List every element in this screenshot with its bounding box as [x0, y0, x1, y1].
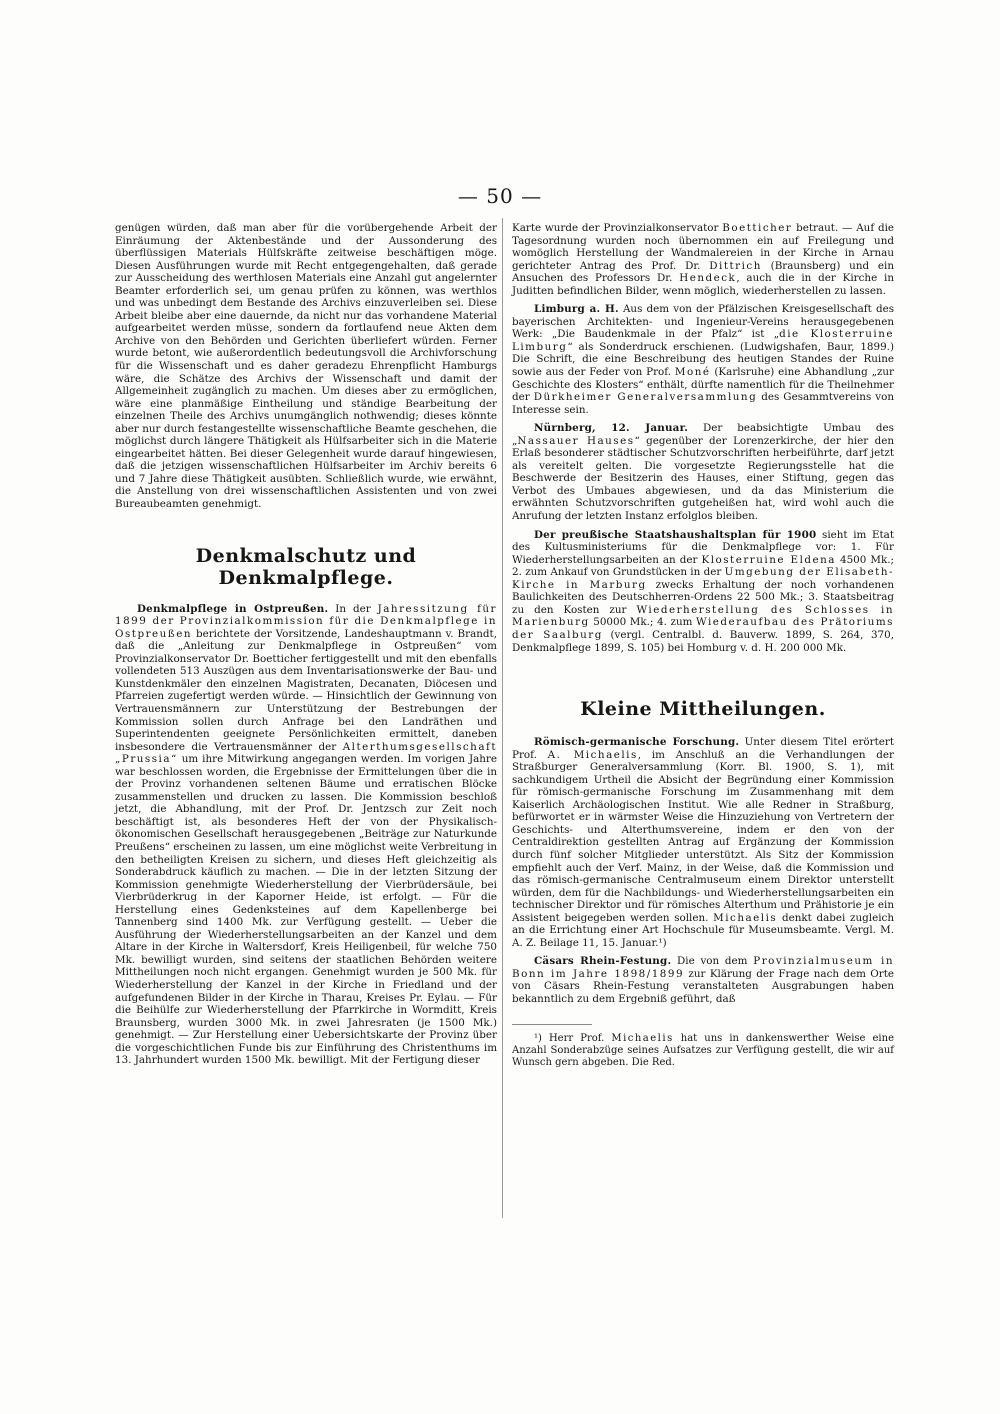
text-run: 50000 Mk.; 4. zum — [589, 616, 697, 629]
paragraph-lead: Nürnberg, 12. Januar. — [534, 422, 689, 435]
column-divider — [502, 218, 503, 1218]
section-heading-denkmalschutz: Denkmalschutz und Denkmalpflege. — [195, 544, 417, 589]
spaced-text: Michaelis — [611, 1032, 674, 1044]
paragraph-nuernberg — [512, 422, 894, 522]
text-run: “ gegenüber der Lorenzerkirche, der hier den Erlaß besonderer städtischer Schutzvorschriften herbeiführte, darf jetzt als vereitelt gelten. Die vorgesetzte Regierungsstelle hat die Beschwerde der Besitzerin des Hauses, einer Stiftung, gegen das Verbot des Umbaues abgewiesen, und da das Ministerium die erwähnten Schutzvorschriften gutgeheißen hat, wird wohl auch die Anrufung der letzten Instanz erfolglos bleiben. — [512, 434, 894, 523]
text-run: 4500 Mk.; 2. zum Ankauf von Grundstücken in der — [512, 553, 894, 579]
text-run: ¹) Herr Prof. — [534, 1032, 612, 1044]
spaced-text: Provinzialmuseum in Bonn im Jahre 1898/1899 — [512, 955, 894, 980]
paragraph-lead: Cäsars Rhein-Festung. — [534, 955, 672, 968]
spaced-text: Dürkheimer Generalversammlung — [533, 391, 758, 404]
section-heading-kleine-mittheilungen: Kleine Mittheilungen. — [580, 698, 826, 721]
spaced-text: Jahressitzung für 1899 der Provinzialkommission für die Denkmalpflege in Ostpreußen — [115, 602, 498, 640]
page-number: — 50 — — [457, 184, 543, 208]
text-run: (Braunsberg) und ein Ansuchen des Professors Dr. — [512, 259, 895, 285]
text-run: denkt dabei zugleich an die Errichtung einer Art Hochschule für Museumsbeamte. Vergl. M. A. Z. Beilage 11, 15. Januar.¹) — [512, 911, 894, 949]
spaced-text: Boetticher — [722, 222, 793, 234]
text-run: zur Klärung der Frage nach dem Orte von Cäsars Rhein-Festung veranstalteten Ausgrabungen haben bekanntlich zu dem Ergebniß geführt, daß — [512, 967, 895, 1005]
text-run: Aus dem von der Pfälzischen Kreisgesellschaft des bayerischen Architekten- und Ingenieur-Vereins herausgegebenen Werk: „Die Baudenkmale in der Pfalz“ ist „ — [512, 303, 894, 341]
spaced-text: Umgebung der Elisabeth-Kirche in Marburg — [512, 566, 894, 591]
right-column — [512, 222, 894, 1069]
spaced-text: Wiederherstellung des Schlosses in Marienburg — [512, 603, 894, 629]
spaced-text: Moné — [674, 366, 711, 379]
paragraph-staatshaushaltsplan — [512, 529, 894, 654]
spaced-text: Michaelis — [713, 911, 778, 924]
paragraph-lead: Denkmalpflege in Ostpreußen. — [137, 602, 329, 615]
spaced-text: Klosterruine Eldena — [701, 553, 836, 566]
paragraph-lead: Limburg a. H. — [534, 303, 619, 316]
text-run: berichtete der Vorsitzende, Landeshauptmann v. Brandt, daß die „Anleitung zur Denkmalpflege in Ostpreußen“ vom Provinzialkonservator Dr. Boetticher fertiggestellt und mit den ebenfalls vollendeten 513 Auszügen aus dem Inventarisationswerke der Bau- und Kunstdenkmäler den einzelnen Magistraten, Decanaten, Diöcesen und Pfarreien zugefertigt werden würde. — Hinsichtlich der Gewinnung von Vertrauensmännern zur Unterstützung der Bestrebungen der Kommission sollen durch Anfrage bei den Landräthen und Superintendenten geeignete Persönlichkeiten ermittelt, daneben insbesondere die Vertrauensmänner der — [115, 627, 497, 753]
text-run: In der — [328, 602, 378, 615]
paragraph-archive-continuation: genügen würden, daß man aber für die vorübergehende Arbeit der Einräumung der Aktenbestände und der Aussonderung des überflüssigen Materials Hülfskräfte zeitweise beschäftigen möge. Diesen Ausführungen wurde mit Recht entgegengehalten, daß gerade zur Ausscheidung des werthlosen Materials eine Anzahl gut angelernter Beamter erforderlich sei, um genau prüfen zu können, was werthlos und was unbedingt dem Bestande des Archivs einzuverleiben sei. Diese Arbeit bleibe aber eine dauernde, da nicht nur das vorhandene Material aufgearbeitet werden müsse, sondern da fortlaufend neue Akten dem Archive von den Behörden und Gerichten überliefert würden. Ferner wurde betont, wie außerordentlich bedeutungsvoll die Archivforschung für die Wissenschaft und es daher geradezu Ehrenpflicht Hamburgs wäre, die Schätze des Archivs der Wissenschaft und damit der Allgemeinheit zugänglich zu machen. Um dieses aber zu ermöglichen, wäre eine planmäßige Eintheilung und ständige Bearbeitung der einzelnen Theile des Archivs unumgänglich nothwendig; dieses könnte aber nur durch festangestellte wissenschaftliche Beamte geschehen, die möglichst durch längere Thätigkeit als Hülfsarbeiter sich in die Materie eingearbeitet hätten. Bei dieser Gelegenheit wurde darauf hingewiesen, daß die jetzigen wissenschaftlichen Hülfsarbeiter im Archiv bereits 6 und 7 Jahre diese Thätigkeit ausübten. Schließlich wurde, wie erwähnt, die Anstellung von drei wissenschaftlichen Assistenten und von zwei Bureaubeamten genehmigt. — [115, 222, 497, 511]
spaced-text: Wiederaufbau des Prätoriums der Saalburg — [512, 616, 894, 641]
text-run: Unter diesem Titel erörtert Prof. — [512, 736, 894, 761]
text-run: , auch die in der Kirche in Juditten befindlichen Bilder, wenn möglich, wiederherstellen zu lassen. — [512, 272, 894, 297]
text-run: hat uns in dankenswerther Weise eine Anzahl Sonderabzüge seines Aufsatzes zur Verfügung gestellt, die wir auf Wunsch gern abgeben. Die Red. — [512, 1032, 894, 1069]
paragraph-lead: Römisch-germanische Forschung. — [534, 736, 740, 749]
left-column — [115, 222, 497, 1067]
spaced-text: Nassauer Hauses — [517, 434, 635, 447]
text-run: Die von dem — [671, 955, 754, 968]
text-run: sieht im Etat des Kultusministeriums für die Denkmalpflege vor: 1. Für Wiederherstellungsarbeiten an der — [512, 528, 894, 566]
text-run: des Gesammtvereins von Interesse sein. — [512, 391, 895, 416]
paragraph-caesars-rheinfestung — [512, 955, 894, 1005]
footnote-rule — [512, 1024, 592, 1025]
text-run: (Karlsruhe) eine Abhandlung „zur Geschichte des Klosters“ enthält, dürfte namentlich für die Theilnehmer der — [512, 366, 894, 404]
paragraph-lead: Der preußische Staatshaushaltsplan für 1900 — [534, 528, 817, 541]
text-run: , im Anschluß an die Verhandlungen der Straßburger Generalversammlung (Korr. Bl. 1900, S. 1), mit sachkundigem Urtheil die Absicht der Begründung einer Kommission für römisch-germanische Forschung im Zusammenhang mit dem Kaiserlich Archäologischen Institut. Wie alle Redner in Straßburg, befürwortet er in wärmster Weise die Hinzuziehung von Vertretern der Geschichts- und Alterthumsvereine, indem er den von der Centraldirektion gestellten Antrag auf Ergänzung der Kommission durch fünf solcher Mitglieder unterstützt. Als Sitz der Kommission empfiehlt auch der Verf. Mainz, in der Weise, daß die Kommission und das römisch-germanische Centralmuseum einem Direktor unterstellt würden, dem für die Nachbildungs- und Wiederherstellungsarbeiten ein technischer Direktor und für römisches Alterthum und Prähistorie je ein Assistent beigegeben werden sollen. — [512, 748, 894, 924]
text-run: um ihre Mitwirkung angegangen werden. Im vorigen Jahre war beschlossen worden, die Ergebnisse der Ermittelungen über die in der Provinz vorhandenen seltenen Bäume und erratischen Blöcke zusammenstellen und drucken zu lassen. Die Kommission beschloß jetzt, die Abhandlung, mit der Prof. Dr. Jentzsch zur Zeit noch beschäftigt ist, als besonderes Heft der von der Physikalisch-ökonomischen Gesellschaft herausgegebenen „Beiträge zur Naturkunde Preußens“ erscheinen zu lassen, um eine möglichst weite Verbreitung in den betheiligten Kreisen zu sichern, und dieses Heft gleichzeitig als Sonderabdruck käuflich zu machen. — Die in der letzten Sitzung der Kommission genehmigte Wiederherstellung der Vierbrüdersäule, bei Vierbrüderkrug in der Kaporner Heide, ist erfolgt. — Für die Herstellung eines Gedenksteines auf dem Kapellenberge bei Tannenberg sind 1400 Mk. zur Verfügung gestellt. — Ueber die Ausführung der Wiederherstellungsarbeiten an der Kanzel und dem Altare in der Kirche in Waltersdorf, Kreis Heiligenbeil, für welche 750 Mk. bewilligt wurden, sind seitens der staatlichen Behörden weitere Mittheilungen noch nicht ergangen. Genehmigt wurden je 500 Mk. für Wiederherstellung der Kanzel in der Kirche in Friedland und der aufgefundenen Bilder in der Kirche in Tharau, Kreises Pr. Eylau. — Für die Beihülfe zur Wiederherstellung der Pfarrkirche in Wormditt, Kreis Braunsberg, wurden 3000 Mk. in zwei Jahresraten (je 1500 Mk.) genehmigt. — Zur Herstellung einer Uebersichtskarte der Provinz über die vorgeschichtlichen Funde bis zur Einführung des Christenthums im 13. Jahrhundert wurden 1500 Mk. bewilligt. Mit der Fertigung dieser — [115, 753, 497, 1067]
text-run: Der beabsichtigte Umbau des „ — [512, 422, 894, 447]
text-run: zwecks Erhaltung der noch vorhandenen Baulichkeiten des Deutschherren-Ordens 22 500 Mk.; 3. Staatsbeitrag zu den Kosten zur — [512, 578, 894, 616]
paragraph-ostpreussen — [115, 603, 497, 1067]
spaced-text: Hendeck — [679, 272, 737, 285]
footnote — [512, 1033, 894, 1070]
spaced-text: Dittrich — [709, 259, 762, 272]
spaced-text: A. Michaelis — [547, 748, 638, 761]
paragraph-limburg — [512, 303, 894, 416]
text-run: “ als Sonderdruck erschienen. (Ludwigshafen, Baur, 1899.) Die Schrift, die eine Beschreibung des heutigen Standes der Ruine sowie aus der Feder von Prof. — [512, 340, 894, 379]
text-run: betraut. — Auf die Tagesordnung wurden noch übernommen ein auf Freilegung und womöglich Herstellung der Wandmalereien in der Kirche in Arnau gerichteter Antrag des Prof. Dr. — [512, 222, 894, 272]
text-run: Karte wurde der Provinzialkonservator — [512, 222, 723, 234]
spaced-text: Alterthumsgesellschaft „Prussia“ — [115, 740, 497, 766]
spaced-text: die Klosterruine Limburg — [512, 328, 894, 353]
paragraph-roemisch-germanisch — [512, 736, 894, 949]
text-run: (vergl. Centralbl. d. Bauverw. 1899, S. 264, 370, Denkmalpflege 1899, S. 105) bei Homburg v. d. H. 200 000 Mk. — [512, 628, 894, 654]
paragraph-karte-continuation — [512, 222, 894, 297]
